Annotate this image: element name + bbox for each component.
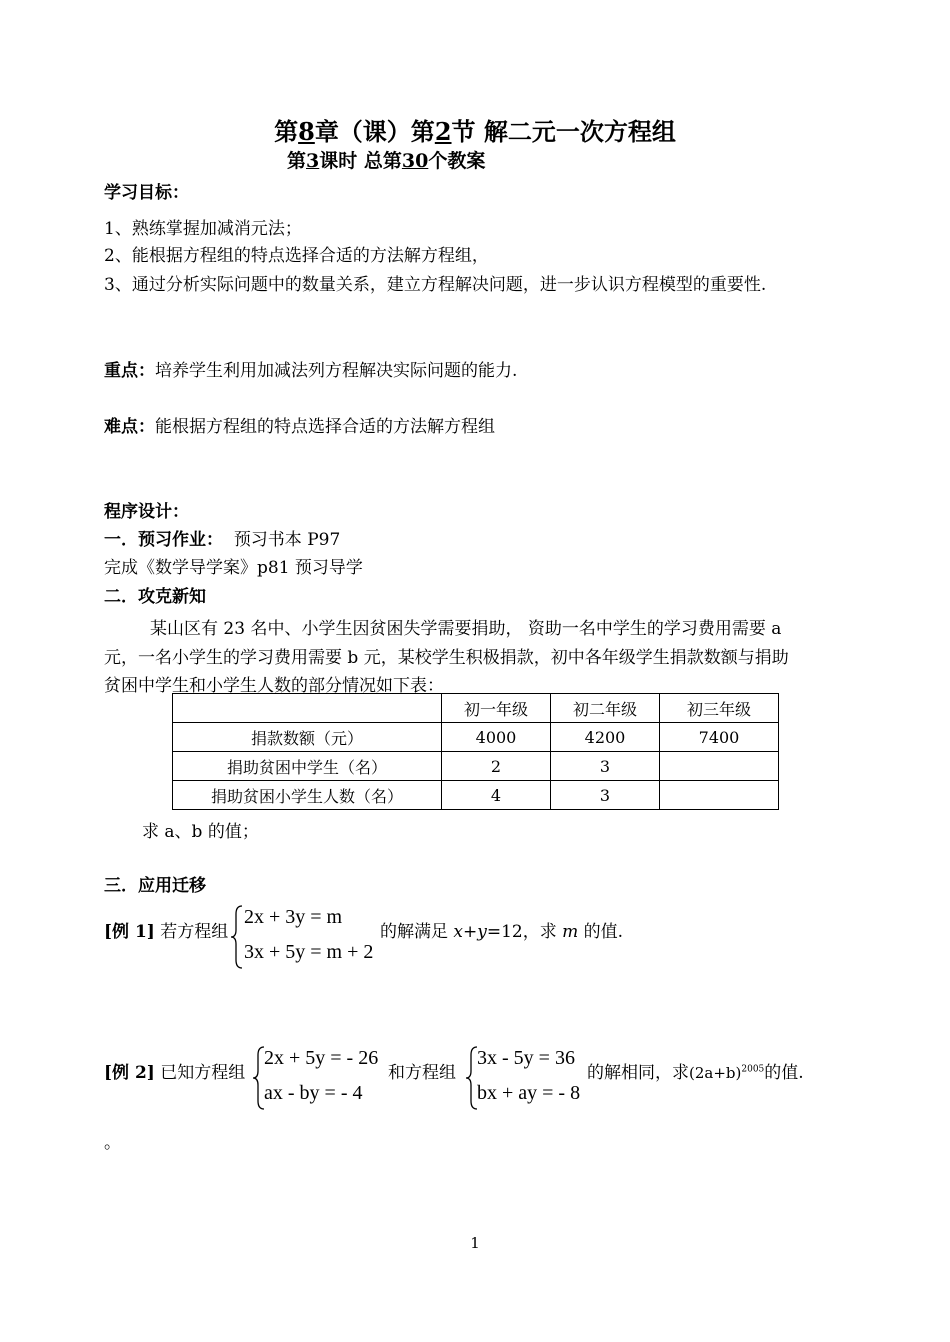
table-cell xyxy=(660,752,779,781)
table-header-cell xyxy=(173,694,442,723)
procedure-heading: 程序设计： xyxy=(104,502,189,522)
example-2-label: [例 2] xyxy=(104,1063,155,1083)
example-2-tail: 的解相同，求$(2a+b)^{2005}$的值. xyxy=(587,1063,804,1083)
objective-item: 3、通过分析实际问题中的数量关系，建立方程解决问题，进一步认识方程模型的重要性. xyxy=(104,275,767,295)
table-cell: 2 xyxy=(442,752,551,781)
page-number: 1 xyxy=(470,1234,480,1252)
table-cell: 4000 xyxy=(442,723,551,752)
example-1-equation-2: 3x + 5y = m + 2 xyxy=(244,941,374,963)
example-2-equation-1: 2x + 5y = - 26 xyxy=(264,1047,379,1069)
preview-label: 一．预习作业： xyxy=(104,530,223,550)
question-text: 求 a、b 的值； xyxy=(142,822,259,842)
example-1-tail: 的解满足 x+y=12，求 m 的值. xyxy=(380,922,624,942)
objective-item: 1、熟练掌握加减消元法； xyxy=(104,219,302,239)
table-cell: 捐助贫困中学生（名） xyxy=(173,752,442,781)
example-1-lead: [例 1] 若方程组 xyxy=(104,922,229,942)
problem-line: 元，一名小学生的学习费用需要 b 元，某校学生积极捐款，初中各年级学生捐款数额与捐助 xyxy=(104,648,789,668)
table-cell: 4 xyxy=(442,781,551,810)
preview-homework xyxy=(104,525,340,550)
table-cell xyxy=(660,781,779,810)
example-2-lead: [例 2] 已知方程组 xyxy=(104,1063,246,1083)
table-cell: 捐款数额（元） xyxy=(173,723,442,752)
left-brace-icon xyxy=(230,904,244,970)
plan-total-number: 30 xyxy=(401,150,429,172)
objective-item: 2、能根据方程组的特点选择合适的方法解方程组， xyxy=(104,246,489,266)
example-2-equation-3: 3x - 5y = 36 xyxy=(477,1047,575,1069)
example-2-equation-4: bx + ay = - 8 xyxy=(477,1082,581,1104)
table-header-cell: 初一年级 xyxy=(442,694,551,723)
lesson-number: 3 xyxy=(306,150,320,172)
table-cell: 3 xyxy=(551,752,660,781)
difficulty-text: 能根据方程组的特点选择合适的方法解方程组 xyxy=(155,417,495,437)
example-2-equation-2: ax - by = - 4 xyxy=(264,1082,363,1104)
objectives-heading: 学习目标： xyxy=(104,183,189,203)
table-cell: 7400 xyxy=(660,723,779,752)
section-number: 2 xyxy=(434,117,452,146)
preview-line-2: 完成《数学导学案》p81 预习导学 xyxy=(104,558,363,578)
example-2-expression: (2a+b) xyxy=(689,1064,742,1082)
donation-table xyxy=(172,693,779,810)
table-cell: 4200 xyxy=(551,723,660,752)
new-knowledge-heading: 二．攻克新知 xyxy=(104,587,206,607)
key-point-label: 重点： xyxy=(104,361,155,381)
problem-line: 某山区有 23 名中、小学生因贫困失学需要捐助， 资助一名中学生的学习费用需要 a xyxy=(150,619,782,639)
chapter-number: 8 xyxy=(298,117,315,146)
table-row xyxy=(173,781,779,810)
difficulty-label: 难点： xyxy=(104,417,155,437)
difficulty xyxy=(104,412,495,437)
key-point xyxy=(104,356,517,381)
table-row xyxy=(173,723,779,752)
page-title: 第8章（课）第2节 解二元一次方程组 xyxy=(274,117,676,146)
table-header-cell: 初三年级 xyxy=(660,694,779,723)
key-point-text: 培养学生利用加减法列方程解决实际问题的能力. xyxy=(155,361,518,381)
application-heading: 三．应用迁移 xyxy=(104,876,206,896)
table-header-row xyxy=(173,694,779,723)
example-1-equation-1: 2x + 3y = m xyxy=(244,906,343,928)
end-mark: 。 xyxy=(104,1133,121,1153)
problem-line: 贫困中学生和小学生人数的部分情况如下表： xyxy=(104,676,444,696)
table-header-cell: 初二年级 xyxy=(551,694,660,723)
table-cell: 3 xyxy=(551,781,660,810)
example-2-mid: 和方程组 xyxy=(388,1063,456,1083)
example-2-exponent: 2005 xyxy=(741,1064,765,1075)
page-subtitle: 第3课时 总第30个教案 xyxy=(287,150,486,172)
table-row xyxy=(173,752,779,781)
preview-text: 预习书本 P97 xyxy=(233,530,341,550)
example-1-label: [例 1] xyxy=(104,922,155,942)
table-cell: 捐助贫困小学生人数（名） xyxy=(173,781,442,810)
